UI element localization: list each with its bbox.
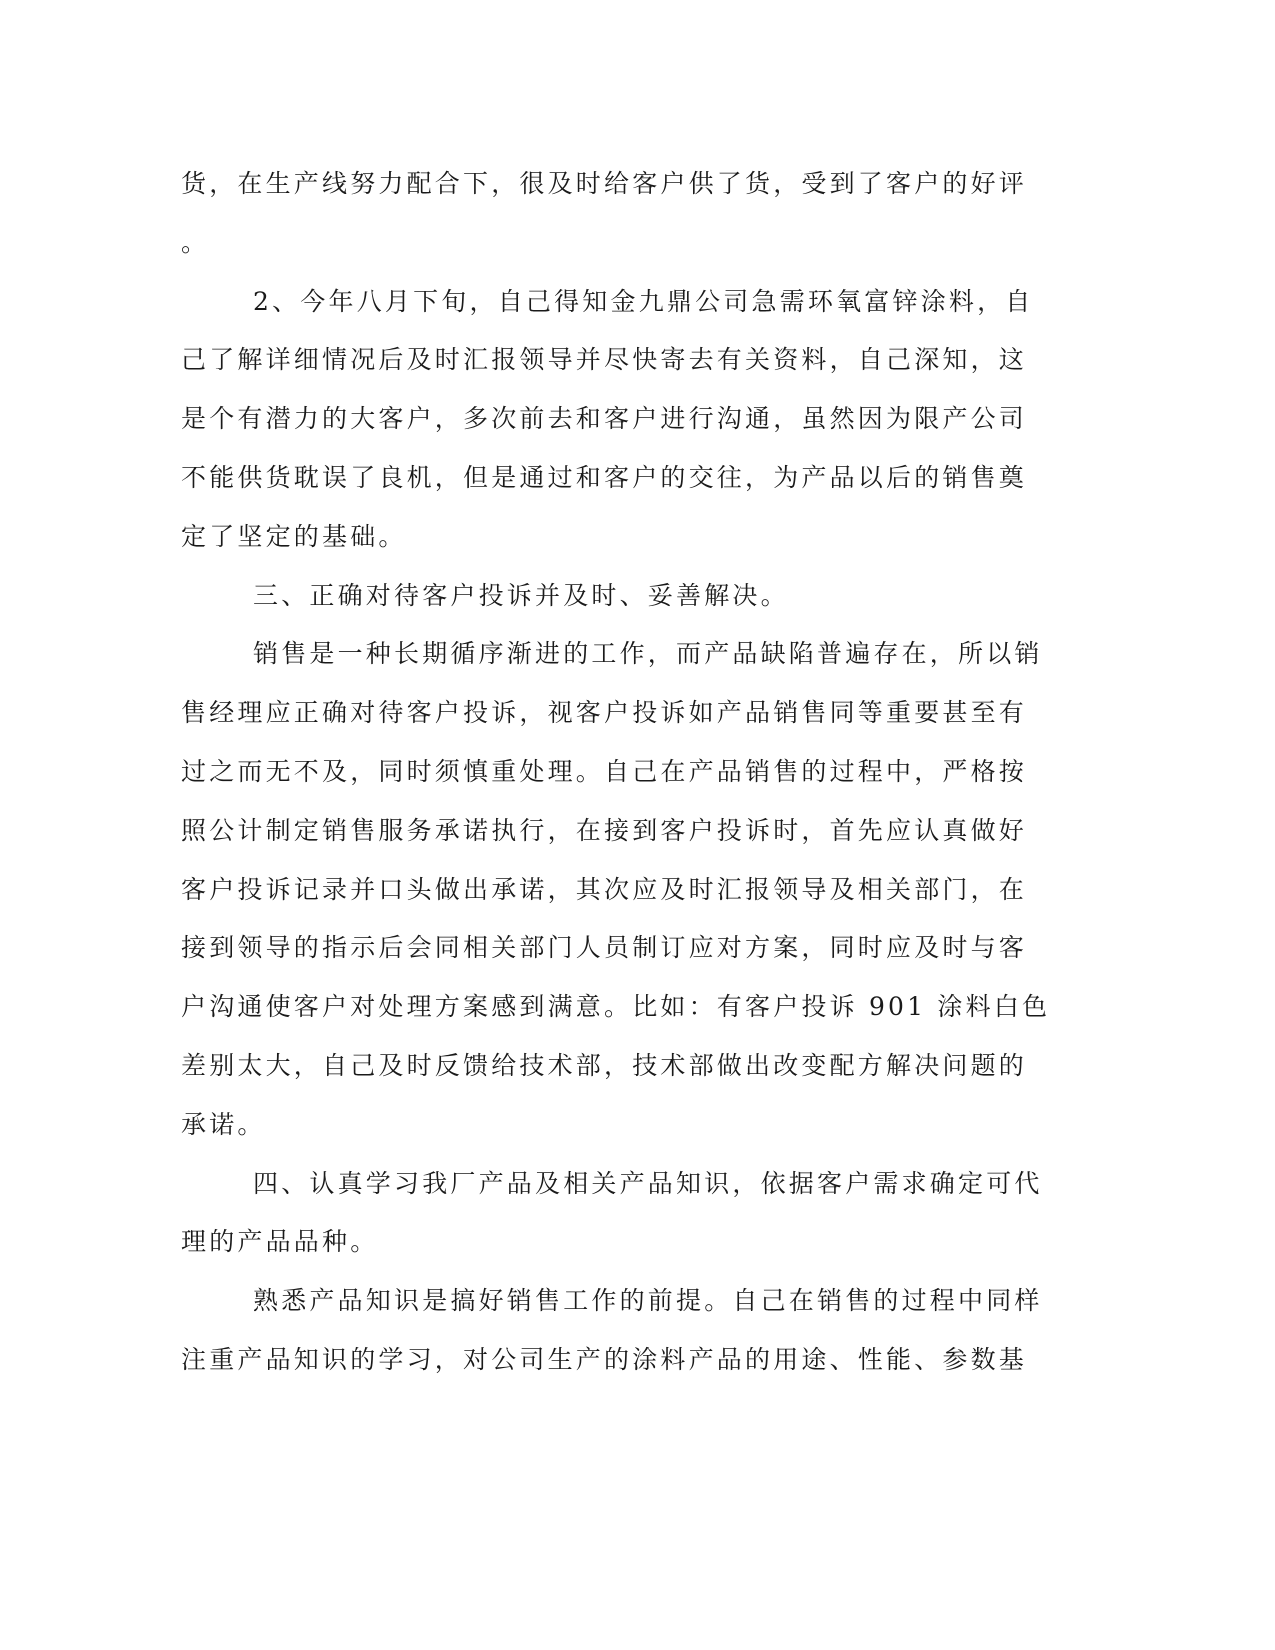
- section-heading: 四、认真学习我厂产品及相关产品知识，依据客户需求确定可代: [253, 1168, 1043, 1198]
- text-line: 差别太大，自己及时反馈给技术部，技术部做出改变配方解决问题的: [181, 1050, 1028, 1080]
- text-line: 过之而无不及，同时须慎重处理。自己在产品销售的过程中，严格按: [181, 756, 1028, 786]
- text-line: 接到领导的指示后会同相关部门人员制订应对方案，同时应及时与客: [181, 933, 1028, 963]
- text-line: 己了解详细情况后及时汇报领导并尽快寄去有关资料，自己深知，这: [181, 345, 1028, 375]
- text-line: 定了坚定的基础。: [181, 521, 407, 551]
- text-line: 照公计制定销售服务承诺执行，在接到客户投诉时，首先应认真做好: [181, 815, 1028, 845]
- text-line: 承诺。: [181, 1109, 266, 1139]
- text-line: 熟悉产品知识是搞好销售工作的前提。自己在销售的过程中同样: [253, 1286, 1043, 1316]
- text-line: 货，在生产线努力配合下，很及时给客户供了货，受到了客户的好评: [181, 169, 1028, 198]
- text-line: 。: [181, 227, 210, 257]
- section-heading: 三、正确对待客户投诉并及时、妥善解决。: [253, 580, 789, 610]
- text-line: 是个有潜力的大客户，多次前去和客户进行沟通，虽然因为限产公司: [181, 404, 1028, 434]
- text-line: 户沟通使客户对处理方案感到满意。比如：有客户投诉 901 涂料白色: [181, 992, 1051, 1022]
- text-line: 不能供货耽误了良机，但是通过和客户的交往，为产品以后的销售奠: [181, 462, 1028, 492]
- text-line: 售经理应正确对待客户投诉，视客户投诉如产品销售同等重要甚至有: [181, 698, 1028, 728]
- text-line: 注重产品知识的学习，对公司生产的涂料产品的用途、性能、参数基: [181, 1344, 1028, 1374]
- body-text: [181, 155, 1051, 1390]
- text-line: 客户投诉记录并口头做出承诺，其次应及时汇报领导及相关部门，在: [181, 874, 1028, 904]
- text-line: 2、今年八月下旬，自己得知金九鼎公司急需环氧富锌涂料，自: [253, 286, 1034, 316]
- text-line: 销售是一种长期循序渐进的工作，而产品缺陷普遍存在，所以销: [253, 639, 1043, 669]
- text-line: 理的产品品种。: [181, 1227, 379, 1257]
